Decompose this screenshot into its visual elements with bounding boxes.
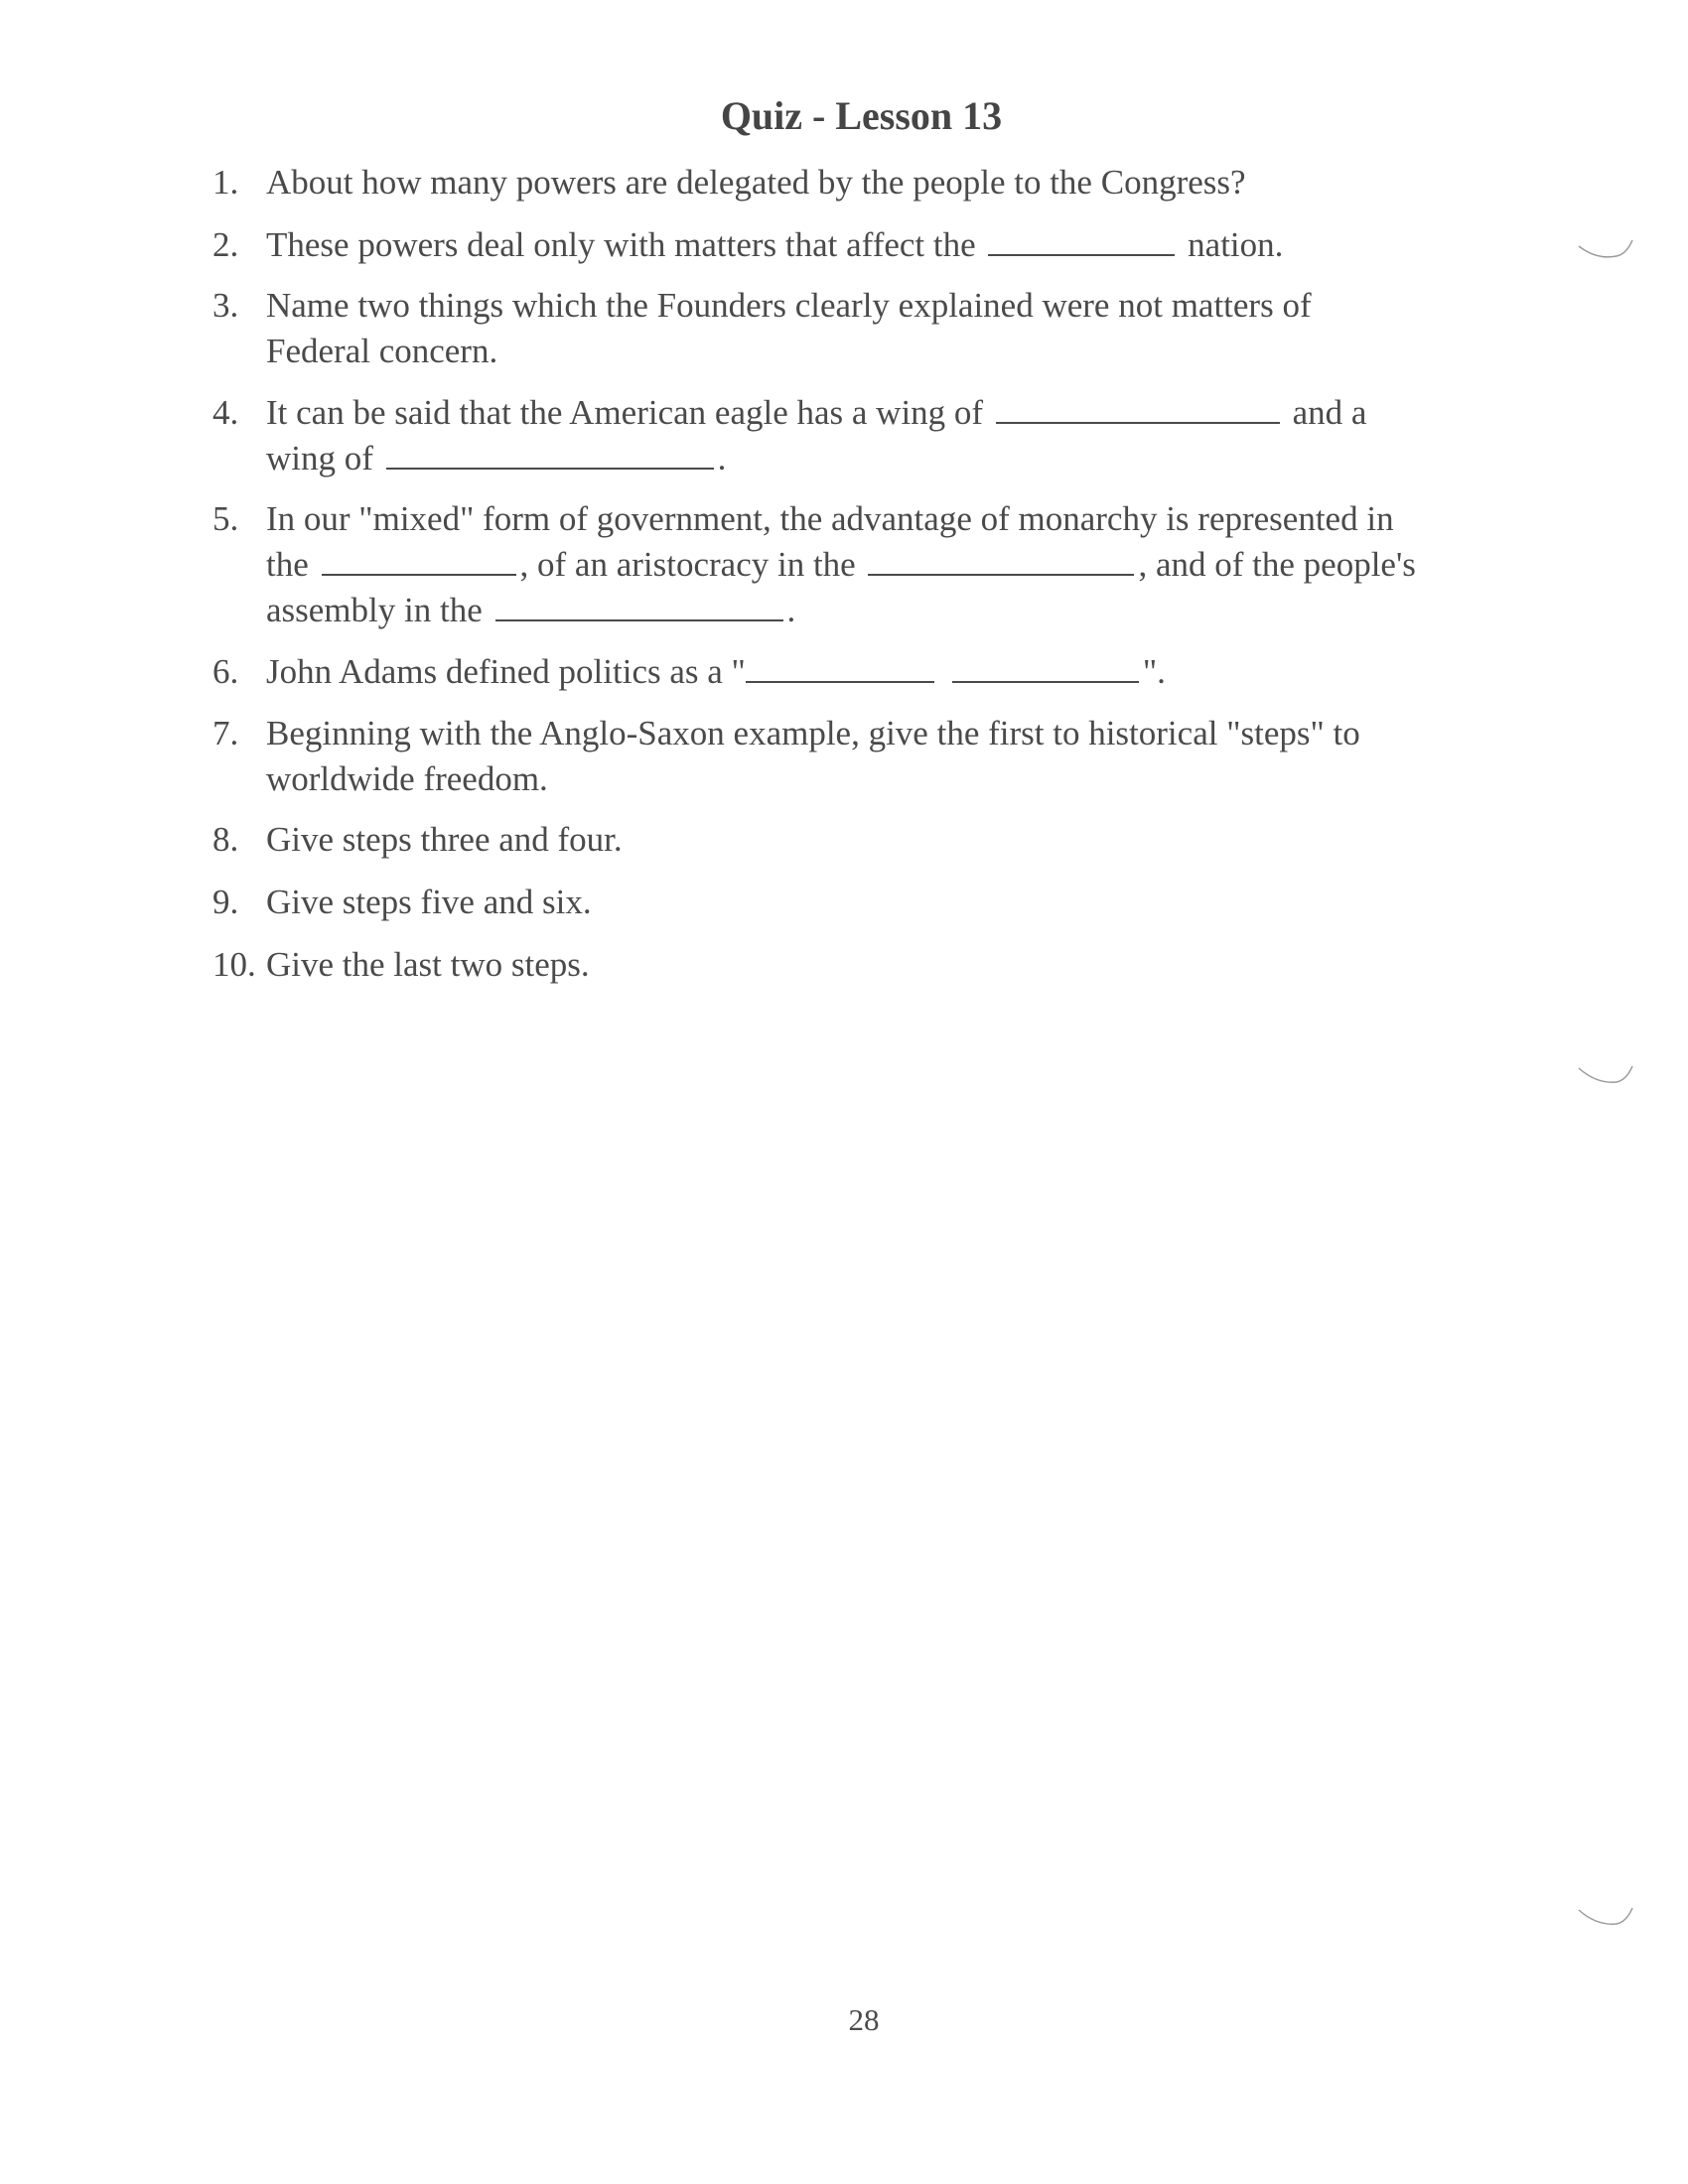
question-text-segment: These powers deal only with matters that affect the: [266, 225, 976, 264]
question-text: [266, 222, 1523, 268]
question-text-segment: Federal concern.: [266, 332, 498, 370]
question-text-segment: nation.: [1188, 225, 1284, 264]
question-text: [266, 942, 1523, 988]
question-line: [266, 222, 1523, 268]
question-6: [212, 649, 1523, 695]
question-line: [266, 588, 1523, 633]
question-number: 1.: [212, 163, 239, 202]
question-5: [212, 496, 1523, 633]
question-number: 8.: [212, 820, 239, 859]
question-line: [266, 390, 1523, 436]
question-line: [266, 436, 1523, 481]
question-line: [266, 542, 1523, 588]
question-text-segment: wing of: [266, 439, 373, 478]
question-text-segment: Give steps three and four.: [266, 820, 623, 859]
question-text-segment: About how many powers are delegated by the people to the Congress?: [266, 163, 1246, 202]
question-text-segment: Beginning with the Anglo-Saxon example, give the first to historical "steps" to: [266, 714, 1360, 752]
page-number: 28: [848, 2002, 880, 2037]
question-text-segment: In our "mixed" form of government, the advantage of monarchy is represented in: [266, 499, 1394, 538]
question-line: [266, 329, 1523, 374]
question-number: 3.: [212, 286, 239, 325]
question-number: 5.: [212, 499, 239, 538]
question-text-segment: the: [266, 545, 309, 584]
question-line: [266, 283, 1523, 329]
question-text-segment: , of an aristocracy in the: [519, 545, 856, 584]
question-text-segment: , and of the people's: [1138, 545, 1416, 584]
question-9: [212, 880, 1523, 925]
answer-blank[interactable]: [495, 590, 783, 621]
question-text-segment: Give steps five and six.: [266, 883, 592, 921]
question-text-segment: ".: [1142, 652, 1166, 691]
question-text-segment: assembly in the: [266, 591, 483, 629]
question-text: [266, 880, 1523, 925]
question-text-segment: worldwide freedom.: [266, 759, 548, 798]
question-text: [266, 160, 1523, 205]
answer-blank[interactable]: [746, 651, 934, 683]
answer-blank[interactable]: [322, 544, 516, 576]
question-text-segment: It can be said that the American eagle has a wing of: [266, 393, 984, 432]
question-line: [266, 817, 1523, 863]
answer-blank[interactable]: [988, 224, 1175, 256]
question-text: [266, 390, 1523, 481]
question-line: [266, 711, 1523, 756]
binder-hole-mark: [1577, 1896, 1634, 1936]
answer-blank[interactable]: [996, 392, 1280, 424]
question-text-segment: .: [786, 591, 796, 629]
question-text-segment: Name two things which the Founders clearly explained were not matters of: [266, 286, 1312, 325]
question-number: 10.: [212, 945, 256, 984]
question-text: [266, 711, 1523, 802]
question-line: [266, 942, 1523, 988]
question-text-segment: and a: [1292, 393, 1367, 432]
question-number: 4.: [212, 393, 239, 432]
binder-hole-mark: [1577, 226, 1634, 266]
question-line: [266, 160, 1523, 205]
question-4: [212, 390, 1523, 481]
question-number: 6.: [212, 652, 239, 691]
binder-hole-mark: [1577, 1054, 1634, 1094]
question-line: [266, 756, 1523, 802]
answer-blank[interactable]: [952, 651, 1139, 683]
question-2: [212, 222, 1523, 268]
question-text-segment: John Adams defined politics as a ": [266, 652, 746, 691]
question-1: [212, 160, 1523, 205]
question-10: [212, 942, 1523, 988]
question-text-segment: Give the last two steps.: [266, 945, 590, 984]
question-text: [266, 649, 1523, 695]
question-number: 9.: [212, 883, 239, 921]
question-number: 2.: [212, 225, 239, 264]
question-8: [212, 817, 1523, 863]
question-line: [266, 880, 1523, 925]
question-text: [266, 817, 1523, 863]
answer-blank[interactable]: [868, 544, 1134, 576]
question-number: 7.: [212, 714, 239, 752]
answer-blank[interactable]: [386, 438, 714, 470]
page-title: Quiz - Lesson 13: [720, 93, 1003, 138]
question-3: [212, 283, 1523, 374]
question-7: [212, 711, 1523, 802]
question-text-segment: .: [717, 439, 727, 478]
question-text: [266, 496, 1523, 633]
question-line: [266, 649, 1523, 695]
question-line: [266, 496, 1523, 542]
question-text: [266, 283, 1523, 374]
